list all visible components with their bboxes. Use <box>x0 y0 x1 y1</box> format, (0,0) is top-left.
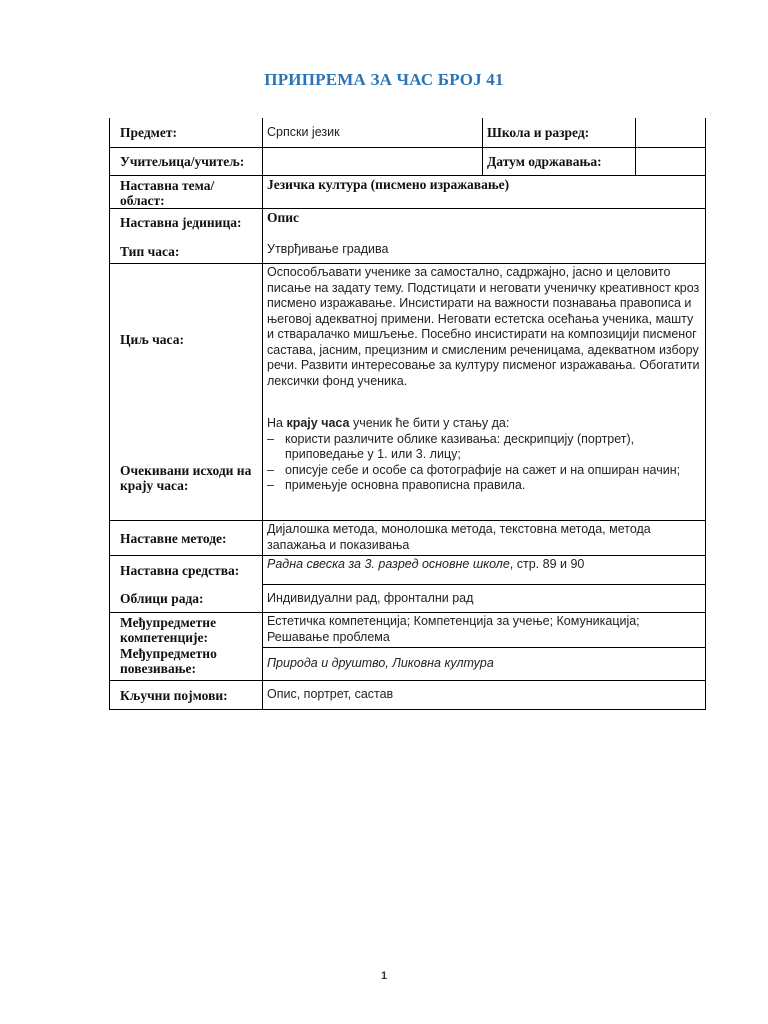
resources-label: Наставна средства: <box>120 562 240 578</box>
competences-value: Естетичка компетенција; Компетенција за учење; Комуникација; Решавање проблема <box>267 614 640 644</box>
methods-label: Наставне методе: <box>120 530 227 546</box>
methods-row <box>110 520 705 555</box>
school-label: Школа и разред: <box>482 118 635 147</box>
subject-value: Српски језик <box>262 118 482 147</box>
date-value <box>635 148 705 175</box>
topic-value: Језичка култура (писмено изражавање) <box>262 176 705 208</box>
outcomes-label: Очекивани исходи на крају часа: <box>120 462 252 493</box>
goal-row <box>110 263 705 415</box>
list-item <box>267 478 701 494</box>
subject-row <box>110 118 705 147</box>
keywords-row <box>110 680 705 709</box>
list-item <box>267 432 701 463</box>
bullet-dash-icon: – <box>267 478 274 492</box>
list-item <box>267 463 701 479</box>
lesson-plan-table <box>109 118 706 710</box>
forms-row <box>110 584 705 612</box>
keywords-label: Кључни појмови: <box>120 687 228 703</box>
resources-value <box>262 556 705 584</box>
subject-label: Предмет: <box>120 125 177 140</box>
page-number: 1 <box>380 970 388 982</box>
outcome-text: користи различите облике казивања: дескрипцију (портрет), приповедање у 1. или 3. лицу; <box>285 431 635 461</box>
forms-label: Облици рада: <box>120 590 204 606</box>
unit-values <box>262 209 705 263</box>
competences-values <box>262 613 705 680</box>
outcome-text: примењује основна правописна правила. <box>285 478 526 492</box>
outcome-text: описује себе и особе са фотографије на сажет и на опширан начин; <box>285 462 681 477</box>
date-label: Датум одржавања: <box>482 148 635 175</box>
resources-row <box>110 555 705 584</box>
outcomes-intro <box>267 416 701 432</box>
topic-label: Наставна тема/област: <box>120 178 215 208</box>
forms-value: Индивидуални рад, фронтални рад <box>262 584 705 612</box>
unit-value: Опис <box>267 210 300 225</box>
correlation-value: Природа и друштво, Ликовна култура <box>263 647 705 680</box>
outcomes-intro-post: ученик ће бити у стању да: <box>349 416 510 430</box>
unit-labels <box>110 209 262 263</box>
type-label: Тип часа: <box>120 244 180 259</box>
unit-label: Наставна јединица: <box>120 215 242 230</box>
unit-row <box>110 208 705 263</box>
competences-labels <box>110 613 262 680</box>
keywords-value: Опис, портрет, састав <box>262 681 705 709</box>
bullet-dash-icon: – <box>267 462 274 477</box>
goal-value: Оспособљавати ученике за самостално, садржајно, јасно и целовито писање на задату тему. Подстицати и неговати ученичку креативност кроз писмено изражавање. Инсистирати на важности познавања правописа и његовој адекватној примени. Неговати естетска осећања ученика, машту и стваралачко мишљење. Посебно инсистирати на композицији писменог састава, јасним, прецизним и смисленим реченицама, адекватном избору речи. Развити интересовање за културу писменог изражавања. Обогатити лексички фонд ученика. <box>262 264 705 415</box>
bullet-dash-icon: – <box>267 431 274 446</box>
school-value <box>635 118 705 147</box>
competences-row <box>110 612 705 680</box>
teacher-label: Учитељица/учитељ: <box>120 154 245 169</box>
teacher-row <box>110 147 705 175</box>
resources-pages: , стр. 89 и 90 <box>509 557 585 571</box>
methods-value: Дијалошка метода, монолошка метода, текстовна метода, метода запажања и показивања <box>262 521 705 555</box>
competences-label: Међупредметне компетенције: <box>120 615 217 645</box>
outcomes-intro-pre: На <box>267 416 287 430</box>
page-title: ПРИПРЕМА ЗА ЧАС БРОЈ 41 <box>264 70 504 89</box>
topic-row <box>110 175 705 208</box>
outcomes-intro-bold: крају часа <box>286 416 350 430</box>
outcomes-row <box>110 415 705 520</box>
type-value: Утврђивање градива <box>267 241 389 256</box>
correlation-label: Међупредметно повезивање: <box>120 646 217 676</box>
goal-label: Циљ часа: <box>120 332 184 347</box>
resources-book: Радна свеска за 3. разред основне школе <box>267 557 510 571</box>
teacher-value <box>262 148 482 175</box>
outcomes-value <box>262 415 705 520</box>
outcomes-list <box>267 432 701 494</box>
